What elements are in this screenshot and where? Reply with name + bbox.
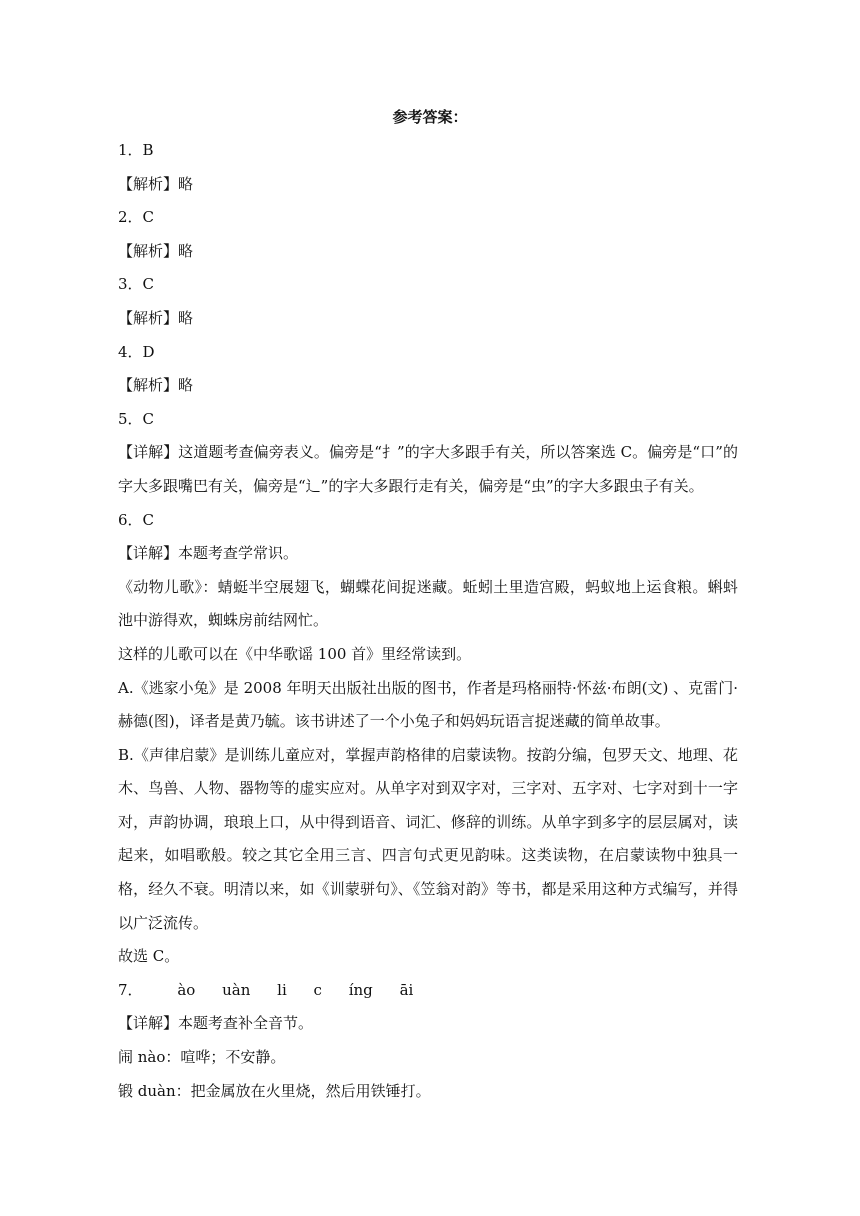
answer-7-syllable: uàn xyxy=(222,980,251,999)
answer-2-analysis: 【解析】略 xyxy=(118,241,194,260)
answer-7-detail-head: 【详解】本题考查补全音节。 xyxy=(118,1014,314,1033)
answer-content xyxy=(118,134,738,1108)
answer-7-line-1: 闹 nào：喧哗；不安静。 xyxy=(118,1048,286,1067)
answer-7-syllable: āi xyxy=(399,980,414,999)
answer-7-line xyxy=(118,974,738,1008)
answer-1-number: 1．B xyxy=(118,141,154,159)
answer-7-syllable: íng xyxy=(348,980,373,999)
answer-7-syllable: c xyxy=(313,980,322,999)
answer-6-detail-head: 【详解】本题考查学常识。 xyxy=(118,544,299,563)
answer-6-option-a: A.《逃家小兔》是 2008 年明天出版社出版的图书，作者是玛格丽特·怀兹·布朗(文) 、克雷门·赫德(图)，译者是黄乃毓。该书讲述了一个小兔子和妈妈玩语言捉迷藏的简单故事。 xyxy=(118,678,738,731)
answer-7-syllable: ào xyxy=(177,980,196,999)
answer-2-number: 2．C xyxy=(118,208,155,227)
answer-7-number: 7． xyxy=(118,980,143,999)
answer-3-analysis: 【解析】略 xyxy=(118,308,194,327)
answer-6-poem: 《动物儿歌》：蜻蜓半空展翅飞，蝴蝶花间捉迷藏。蚯蚓土里造宫殿，蚂蚁地上运食粮。蝌蚪池中游得欢，蜘蛛房前结网忙。 xyxy=(118,577,738,630)
answer-6-number: 6．C xyxy=(118,510,155,529)
answer-7-syllable: li xyxy=(277,980,287,999)
answer-6-option-b: B.《声律启蒙》是训练儿童应对，掌握声韵格律的启蒙读物。按韵分编，包罗天文、地理、花木、鸟兽、人物、器物等的虚实应对。从单字对到双字对，三字对、五字对、七字对到十一字对，声韵协调，琅琅上口，从中得到语音、词汇、修辞的训练。从单字到多字的层层属对，读起来，如唱歌般。较之其它全用三言、四言句式更见韵味。这类读物，在启蒙读物中独具一格，经久不衰。明清以来，如《训蒙骈句》、《笠翁对韵》等书，都是采用这种方式编写，并得以广泛流传。 xyxy=(118,745,738,932)
answer-3-number: 3．C xyxy=(118,275,155,294)
answer-7-line-2: 锻 duàn：把金属放在火里烧，然后用铁锤打。 xyxy=(118,1081,431,1100)
answer-4-analysis: 【解析】略 xyxy=(118,376,194,395)
answer-4-number: 4．D xyxy=(118,342,155,361)
page-title: 参考答案： xyxy=(392,108,468,126)
answer-6-conclusion: 故选 C。 xyxy=(118,947,180,966)
answer-5-detail: 【详解】这道题考查偏旁表义。偏旁是“扌”的字大多跟手有关，所以答案选 C。偏旁是“口”的字大多跟嘴巴有关，偏旁是“辶”的字大多跟行走有关，偏旁是“虫”的字大多跟虫子有关。 xyxy=(118,443,738,495)
answer-6-source: 这样的儿歌可以在《中华歌谣 100 首》里经常读到。 xyxy=(118,644,472,663)
answer-1-analysis: 【解析】略 xyxy=(118,174,194,193)
answer-5-number: 5．C xyxy=(118,409,155,428)
